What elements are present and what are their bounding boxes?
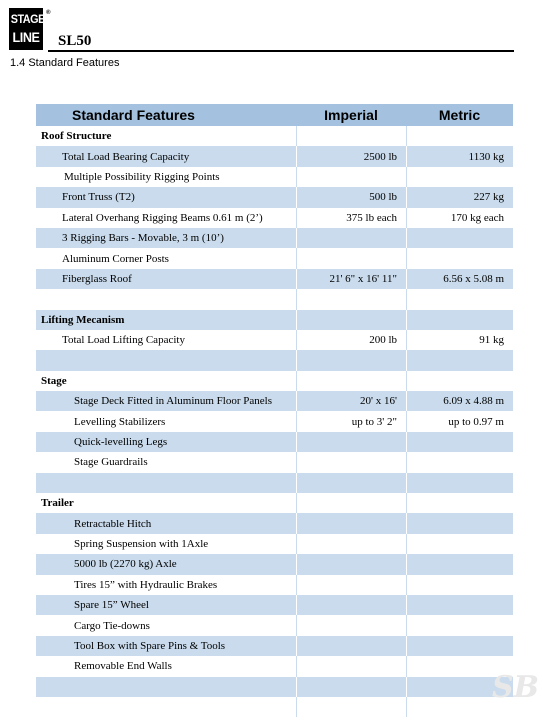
table-row	[36, 636, 513, 656]
imperial-value	[296, 493, 406, 513]
blank-row	[36, 289, 513, 309]
imperial-value	[296, 126, 406, 146]
feature-label: Lateral Overhang Rigging Beams 0.61 m (2’)	[62, 211, 263, 224]
metric-value: 91 kg	[406, 330, 513, 350]
table-row	[36, 575, 513, 595]
imperial-value	[296, 289, 406, 309]
category-row	[36, 310, 513, 330]
metric-value: 6.56 x 5.08 m	[406, 269, 513, 289]
table-row	[36, 146, 513, 166]
feature-label: Removable End Walls	[74, 660, 172, 673]
metric-value	[406, 575, 513, 595]
imperial-value	[296, 248, 406, 268]
metric-value: 227 kg	[406, 187, 513, 207]
table-row	[36, 187, 513, 207]
header-features: Standard Features	[72, 107, 195, 123]
metric-value	[406, 473, 513, 493]
metric-value	[406, 167, 513, 187]
category-label: Trailer	[41, 497, 74, 510]
feature-label: Tires 15” with Hydraulic Brakes	[74, 578, 218, 591]
table-row	[36, 656, 513, 676]
metric-value	[406, 636, 513, 656]
imperial-value: 500 lb	[296, 187, 406, 207]
feature-label: Stage Deck Fitted in Aluminum Floor Panels	[74, 395, 272, 408]
feature-label: Multiple Possibility Rigging Points	[64, 170, 220, 183]
feature-label: Total Load Bearing Capacity	[62, 150, 190, 163]
blank-row	[36, 473, 513, 493]
feature-label: 5000 lb (2270 kg) Axle	[74, 558, 177, 571]
feature-label: Spring Suspension with 1Axle	[74, 538, 209, 550]
metric-value	[406, 126, 513, 146]
imperial-value	[296, 228, 406, 248]
table-row	[36, 269, 513, 289]
imperial-value	[296, 534, 406, 554]
feature-label: Quick-levelling Legs	[74, 436, 168, 449]
metric-value	[406, 371, 513, 391]
table-row	[36, 554, 513, 574]
imperial-value: 200 lb	[296, 330, 406, 350]
imperial-value	[296, 310, 406, 330]
feature-label	[36, 473, 296, 493]
imperial-value	[296, 554, 406, 574]
feature-label	[36, 697, 296, 717]
metric-value	[406, 228, 513, 248]
header-rule	[48, 50, 514, 52]
imperial-value	[296, 656, 406, 676]
section-heading: 1.4 Standard Features	[10, 57, 120, 69]
feature-label: Total Load Lifting Capacity	[62, 334, 185, 347]
table-row	[36, 248, 513, 268]
metric-value	[406, 350, 513, 370]
category-row	[36, 493, 513, 513]
table-row	[36, 330, 513, 350]
feature-label: Front Truss (T2)	[62, 191, 135, 204]
metric-value	[406, 534, 513, 554]
features-table	[36, 104, 513, 717]
table-header	[36, 104, 513, 126]
feature-label: Aluminum Corner Posts	[62, 252, 169, 265]
metric-value	[406, 615, 513, 635]
watermark-logo: SB	[492, 670, 540, 705]
logo-line-1: STAGE	[10, 12, 45, 26]
logo-line-2: LINE	[12, 29, 40, 45]
metric-value	[406, 310, 513, 330]
registered-mark: ®	[46, 10, 50, 16]
metric-value	[406, 248, 513, 268]
metric-value	[406, 493, 513, 513]
model-title: SL50	[58, 33, 92, 49]
feature-label: Fiberglass Roof	[62, 272, 132, 285]
feature-label	[36, 350, 296, 370]
metric-value	[406, 595, 513, 615]
table-row	[36, 615, 513, 635]
imperial-value	[296, 697, 406, 717]
imperial-value	[296, 595, 406, 615]
table-row	[36, 167, 513, 187]
feature-label	[36, 677, 296, 697]
imperial-value: 2500 lb	[296, 146, 406, 166]
table-body	[36, 126, 513, 717]
table-row	[36, 208, 513, 228]
table-row	[36, 595, 513, 615]
imperial-value	[296, 473, 406, 493]
metric-value: 6.09 x 4.88 m	[406, 391, 513, 411]
imperial-value: up to 3' 2"	[296, 411, 406, 431]
table-row	[36, 432, 513, 452]
category-label: Roof Structure	[41, 130, 112, 143]
feature-label: Retractable Hitch	[74, 517, 152, 530]
imperial-value	[296, 615, 406, 635]
metric-value	[406, 289, 513, 309]
table-row	[36, 228, 513, 248]
imperial-value: 375 lb each	[296, 208, 406, 228]
feature-label: Cargo Tie-downs	[74, 619, 150, 632]
blank-row	[36, 350, 513, 370]
table-row	[36, 513, 513, 533]
category-row	[36, 126, 513, 146]
category-row	[36, 371, 513, 391]
metric-value: up to 0.97 m	[406, 411, 513, 431]
category-label: Stage	[41, 374, 67, 387]
imperial-value	[296, 636, 406, 656]
imperial-value	[296, 575, 406, 595]
imperial-value	[296, 452, 406, 472]
table-row	[36, 411, 513, 431]
header-metric: Metric	[438, 107, 481, 123]
feature-label: Stage Guardrails	[74, 456, 148, 469]
metric-value: 170 kg each	[406, 208, 513, 228]
imperial-value	[296, 513, 406, 533]
imperial-value	[296, 432, 406, 452]
table-row	[36, 534, 513, 554]
imperial-value	[296, 350, 406, 370]
imperial-value	[296, 167, 406, 187]
metric-value	[406, 452, 513, 472]
feature-label: 3 Rigging Bars - Movable, 3 m (10’)	[62, 232, 224, 245]
table-row	[36, 391, 513, 411]
category-label: Lifting Mecanism	[41, 313, 125, 326]
imperial-value: 21' 6" x 16' 11"	[296, 269, 406, 289]
metric-value: 1130 kg	[406, 146, 513, 166]
stageline-logo	[9, 8, 50, 50]
feature-label: Tool Box with Spare Pins & Tools	[74, 639, 226, 652]
imperial-value: 20' x 16'	[296, 391, 406, 411]
metric-value	[406, 554, 513, 574]
imperial-value	[296, 371, 406, 391]
metric-value	[406, 432, 513, 452]
imperial-value	[296, 677, 406, 697]
blank-row	[36, 677, 513, 697]
metric-value	[406, 513, 513, 533]
header-imperial: Imperial	[324, 107, 378, 123]
table-row	[36, 452, 513, 472]
feature-label: Spare 15” Wheel	[74, 599, 149, 612]
blank-row	[36, 697, 513, 717]
feature-label: Levelling Stabilizers	[74, 415, 166, 428]
feature-label	[36, 289, 296, 309]
